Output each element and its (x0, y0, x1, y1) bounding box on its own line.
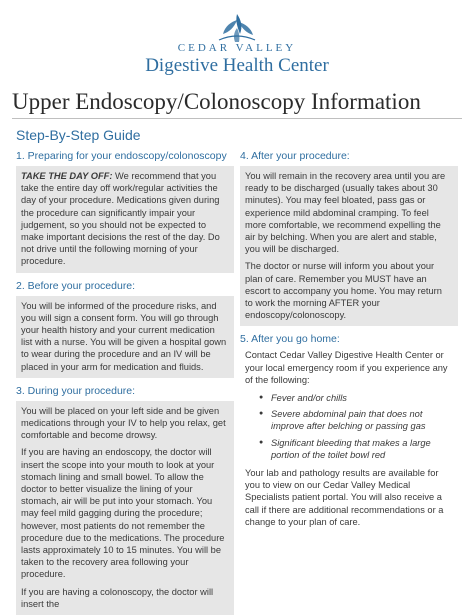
section-1-heading: 1. Preparing for your endoscopy/colonoscopy (16, 150, 227, 162)
document-title: Upper Endoscopy/Colonoscopy Information (12, 89, 421, 114)
guide-subtitle: Step-By-Step Guide (16, 127, 141, 143)
section-5-paragraph-2: Your lab and pathology results are available for you to view on our Cedar Valley Medical Specialists patient portal. You will also receive a call if there are additional recommendations or a change to your plan of care. (245, 468, 444, 527)
section-3-box (16, 401, 234, 615)
section-4-heading: 4. After your procedure: (240, 150, 350, 162)
brand-name: CEDAR VALLEY (177, 42, 297, 54)
section-2-heading: 2. Before your procedure: (16, 279, 136, 292)
section-2-box (16, 296, 234, 378)
section-5-heading: 5. After you go home: (240, 333, 340, 346)
section-1-text: TAKE THE DAY OFF: We recommend that you take the entire day off work/regular activities the day of your procedure. Medications given during the procedure can significantly impair your judgement, so you should not be expected to make important decisions the rest of the day. Do not drive until the following morning of your procedure. (21, 171, 220, 267)
section-3-paragraph-3: If you are having a colonoscopy, the doctor will insert the (21, 586, 214, 609)
brand-subtitle: Digestive Health Center (145, 55, 329, 76)
section-4-box (240, 166, 458, 326)
list-item: ● Significant bleeding that makes a large portion of the toilet bowl red (259, 437, 454, 461)
section-4-paragraph-2: The doctor or nurse will inform you about your plan of care. Remember you MUST have an escort to accompany you home. You may return to work the morning AFTER your endoscopy/colonoscopy. (245, 261, 442, 321)
brand-header (0, 10, 474, 77)
section-1-box (16, 166, 234, 273)
list-item: ● Severe abdominal pain that does not improve after belching or passing gas (259, 408, 454, 432)
section-5-body (240, 349, 458, 528)
section-1-lead: TAKE THE DAY OFF: (21, 171, 113, 181)
section-3-paragraph-2: If you are having an endoscopy, the doctor will insert the scope into your mouth to look at your stomach lining and small bowel. To allow the doctor to better visualize the lining of your stomach, air will be put into your stomach. You may feel mild gagging during the procedure; however, most patients do not remember the procedure due to the medications. The procedure lasts approximately 10 to 15 minutes. You will be taken to the recovery area following your procedure. (21, 447, 225, 580)
list-item: ● Fever and/or chills (259, 392, 454, 404)
section-5-paragraph-1: Contact Cedar Valley Digestive Health Center or your local emergency room if you experience any of the following: (245, 350, 448, 385)
section-3-heading: 3. During your procedure: (16, 384, 136, 397)
cedar-tree-logo-icon (213, 10, 261, 44)
section-4-paragraph-1: You will remain in the recovery area until you are ready to be discharged (usually takes about 30 minutes). You may feel bloated, pass gas or experience mild abdominal cramping. To feel more comfortable, we recommend expelling the air by belching. When you are alert and stable, you will be discharged. (245, 171, 446, 255)
left-column (16, 150, 234, 615)
section-2-text: You will be informed of the procedure risks, and you will sign a consent form. You will go through your health history and your current medication list with a nurse. You will be given a hospital gown to wear during the procedure and an IV will be placed in your arm for medication and fluids. (21, 300, 227, 372)
right-column (240, 150, 458, 528)
warning-signs-list (259, 392, 454, 461)
section-3-paragraph-1: You will be placed on your left side and be given medications through your IV to help you relax, get comfortable and become drowsy. (21, 405, 226, 441)
title-divider (12, 118, 462, 119)
